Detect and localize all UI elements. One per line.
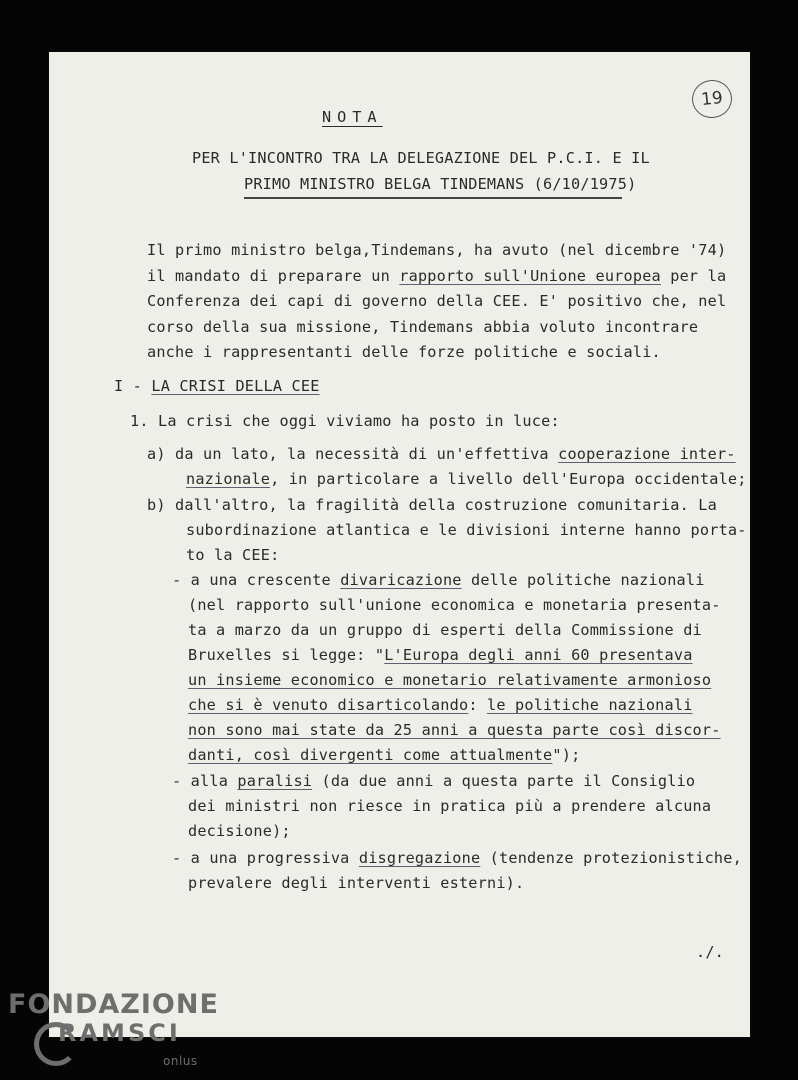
section-numeral: I - bbox=[114, 377, 152, 395]
section-heading bbox=[114, 375, 320, 397]
text-run: (tendenze protezionistiche, bbox=[480, 849, 742, 867]
text-run: : bbox=[468, 696, 487, 714]
dash-1-line-4 bbox=[188, 644, 693, 666]
underlined-text: danti, così divergenti come attualmente bbox=[188, 746, 553, 764]
item-b-line-2: subordinazione atlantica e le divisioni interne hanno porta- bbox=[186, 521, 747, 539]
page-number: 19 bbox=[700, 87, 724, 111]
intro-line-1: Il primo ministro belga,Tindemans, ha avuto (nel dicembre '74) bbox=[147, 241, 727, 259]
dash-1-line-1 bbox=[172, 569, 705, 591]
underlined-text: disgregazione bbox=[358, 849, 481, 867]
underlined-text: le politiche nazionali bbox=[487, 696, 693, 714]
subtitle-line-1: PER L'INCONTRO TRA LA DELEGAZIONE DEL P.C.I. E IL bbox=[192, 149, 650, 167]
item-b-line-1: b) dall'altro, la fragilità della costruzione comunitaria. La bbox=[147, 496, 717, 514]
intro-line-5: anche i rappresentanti delle forze politiche e sociali. bbox=[147, 343, 661, 361]
text-run: per la bbox=[660, 267, 727, 285]
dash-1-line-3: ta a marzo da un gruppo di esperti della Commissione di bbox=[188, 621, 702, 639]
text-run: "); bbox=[552, 746, 581, 764]
text-run: il mandato di preparare un bbox=[147, 267, 400, 285]
text-run: a) da un lato, la necessità di un'effettiva bbox=[147, 445, 559, 463]
dash-1-line-8 bbox=[188, 744, 580, 766]
text-run: - a una crescente bbox=[172, 571, 341, 589]
intro-line-4: corso della sua missione, Tindemans abbia voluto incontrare bbox=[147, 318, 699, 336]
underlined-text: divaricazione bbox=[340, 571, 462, 589]
text-run: Bruxelles si legge: " bbox=[188, 646, 385, 664]
underlined-text: paralisi bbox=[237, 772, 313, 790]
dash-2-line-2: dei ministri non riesce in pratica più a prendere alcuna bbox=[188, 797, 712, 815]
underlined-text: L'Europa degli anni 60 presentava bbox=[384, 646, 693, 664]
text-run: - a una progressiva bbox=[172, 849, 359, 867]
intro-line-3: Conferenza dei capi di governo della CEE. E' positivo che, nel bbox=[147, 292, 727, 310]
text-run: delle politiche nazionali bbox=[461, 571, 705, 589]
title-rule bbox=[244, 197, 622, 199]
item-a-line-1 bbox=[147, 443, 736, 465]
dash-3-line-1 bbox=[172, 847, 742, 869]
underlined-text: nazionale bbox=[186, 470, 271, 488]
document-title: NOTA bbox=[322, 108, 383, 126]
dash-1-line-5: un insieme economico e monetario relativamente armonioso bbox=[188, 671, 712, 689]
watermark-line-3: onlus bbox=[163, 1054, 198, 1068]
dash-1-line-6 bbox=[188, 694, 693, 716]
watermark-line-2: RAMSCI bbox=[58, 1019, 181, 1047]
text-run: - alla bbox=[172, 772, 238, 790]
watermark-line-1: FONDAZIONE bbox=[8, 989, 219, 1020]
dash-2-line-1 bbox=[172, 770, 695, 792]
continuation-mark: ./. bbox=[696, 943, 725, 961]
dash-1-line-7: non sono mai state da 25 anni a questa parte così discor- bbox=[188, 721, 721, 739]
item-b-line-3: to la CEE: bbox=[186, 546, 280, 564]
intro-line-2 bbox=[147, 265, 726, 287]
underlined-text: cooperazione inter- bbox=[558, 445, 736, 463]
section-title: LA CRISI DELLA CEE bbox=[151, 377, 320, 395]
dash-3-line-2: prevalere degli interventi esterni). bbox=[188, 874, 525, 892]
dash-1-line-2: (nel rapporto sull'unione economica e monetaria presenta- bbox=[188, 596, 721, 614]
text-run: , in particolare a livello dell'Europa occidentale; bbox=[270, 470, 747, 488]
underlined-text: che si è venuto disarticolando bbox=[188, 696, 469, 714]
point-1: 1. La crisi che oggi viviamo ha posto in luce: bbox=[130, 412, 560, 430]
dash-2-line-3: decisione); bbox=[188, 822, 291, 840]
item-a-line-2 bbox=[186, 468, 747, 490]
text-run: (da due anni a questa parte il Consiglio bbox=[312, 772, 696, 790]
subtitle-line-2: PRIMO MINISTRO BELGA TINDEMANS (6/10/1975) bbox=[244, 175, 637, 193]
underlined-text: rapporto sull'Unione europea bbox=[399, 267, 661, 285]
